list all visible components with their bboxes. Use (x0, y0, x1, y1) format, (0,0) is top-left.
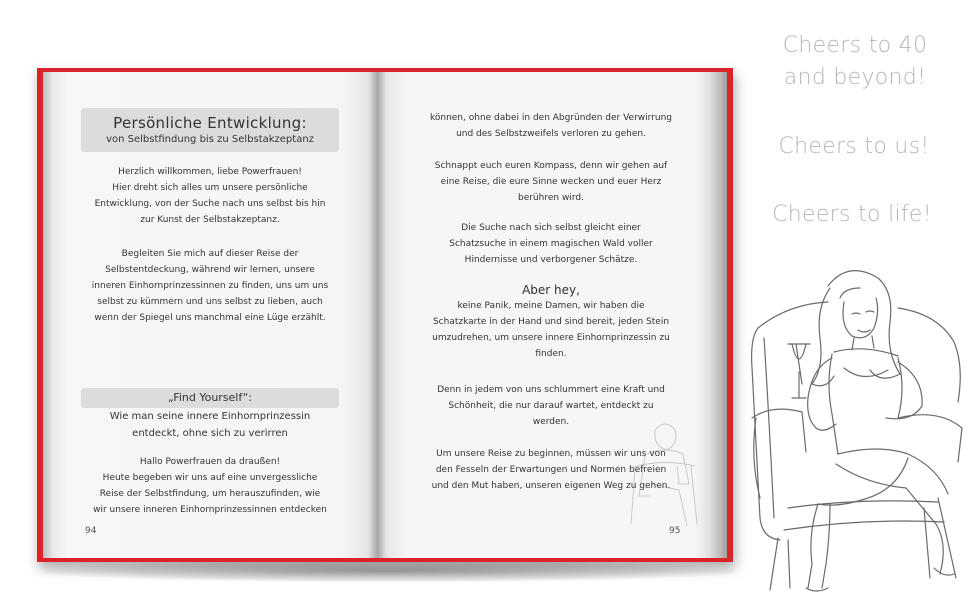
page-number-right: 95 (669, 526, 681, 536)
second-paragraph (71, 246, 349, 326)
text-line: können, ohne dabei in den Abgründen der Verwirrung (429, 113, 673, 123)
text-line: Die Suche nach sich selbst gleicht einer (461, 223, 641, 233)
cheers-to-40-text (760, 30, 950, 94)
text-line: Hallo Powerfrauen da draußen! (139, 457, 281, 467)
text-line: Schönheit, die nur darauf wartet, entdeckt zu (448, 401, 654, 411)
text-line: den Fesseln der Erwartungen und Normen befreien (435, 465, 667, 475)
text-line: inneren Einhornprinzessinnen zu finden, uns um uns (91, 281, 329, 291)
text-line: berühren wird. (518, 193, 584, 203)
text-line: und den Mut haben, unseren eigenen Weg zu gehen. (431, 481, 671, 491)
left-page (43, 72, 377, 558)
text-line: Entwicklung, von der Suche nach uns selbst bis hin (94, 199, 326, 209)
text-line: Herzlich willkommen, liebe Powerfrauen! (118, 167, 302, 177)
intro-paragraph (71, 164, 349, 228)
right-paragraph-3 (413, 220, 689, 268)
section-subtitle (81, 408, 339, 442)
text-line: Schatzsuche in einem magischen Wald voller (449, 239, 653, 249)
chapter-title-box (81, 108, 339, 152)
chapter-subtitle: von Selbstfindung bis zu Selbstakzeptanz (106, 134, 314, 145)
aber-hey-heading: Aber hey, (522, 283, 580, 297)
text-line: Schatzkarte in der Hand und sind bereit, jeden Stein (432, 317, 670, 327)
text-line: eine Reise, die eure Sinne wecken und euer Herz (440, 177, 662, 187)
cheers-to-life-text: Cheers to life! (772, 202, 932, 227)
right-paragraph-4 (413, 282, 689, 362)
text-line: Selbstentdeckung, während wir lernen, unsere (105, 265, 315, 275)
text-line: finden. (535, 349, 567, 359)
cheers-line: and beyond! (783, 65, 927, 90)
text-line: Reise der Selbstfindung, um herauszufinden, wie (99, 489, 321, 499)
text-line: selbst zu kümmern und uns selbst zu lieben, auch (97, 297, 323, 307)
right-paragraph-2 (413, 158, 689, 206)
text-line: wenn der Spiegel uns manchmal eine Lüge erzählt. (94, 313, 326, 323)
text-line: Wie man seine innere Einhornprinzessin (109, 411, 311, 422)
faint-woman-sketch-icon (625, 410, 705, 530)
chapter-title: Persönliche Entwicklung: (113, 114, 307, 132)
woman-in-armchair-with-champagne-glass-sketch-icon (748, 268, 970, 600)
third-paragraph (71, 454, 349, 518)
open-book (37, 68, 733, 562)
text-line: umzudrehen, um unsere innere Einhornprinzessin zu (432, 333, 670, 343)
book-shadow (44, 560, 734, 582)
text-line: werden. (532, 417, 570, 427)
text-line: Begleiten Sie mich auf dieser Reise der (121, 249, 299, 259)
right-page (377, 72, 727, 558)
text-line: keine Panik, meine Damen, wir haben die (457, 301, 645, 311)
cheers-to-us-text: Cheers to us! (778, 134, 930, 159)
page-number-left: 94 (85, 526, 97, 536)
text-line: Schnappt euch euren Kompass, denn wir gehen auf (434, 161, 668, 171)
text-line: Denn in jedem von uns schlummert eine Kraft und (437, 385, 665, 395)
text-line: Um unsere Reise zu beginnen, müssen wir uns von (436, 449, 666, 459)
book-spine (368, 72, 386, 558)
text-line: wir unsere inneren Einhornprinzessinnen entdecken (93, 505, 327, 515)
section-title-box (81, 388, 339, 408)
section-title: „Find Yourself“: (167, 391, 252, 404)
text-line: zur Kunst der Selbstakzeptanz. (140, 215, 280, 225)
text-line: entdeckt, ohne sich zu verirren (132, 428, 288, 439)
text-line: und des Selbstzweifels verloren zu gehen. (456, 129, 646, 139)
text-line: Hier dreht sich alles um unsere persönliche (112, 183, 308, 193)
cheers-line: Cheers to 40 (782, 33, 928, 58)
right-paragraph-1 (413, 110, 689, 142)
text-line: Hindernisse und verborgener Schätze. (464, 255, 638, 265)
text-line: Heute begeben wir uns auf eine unvergessliche (102, 473, 318, 483)
